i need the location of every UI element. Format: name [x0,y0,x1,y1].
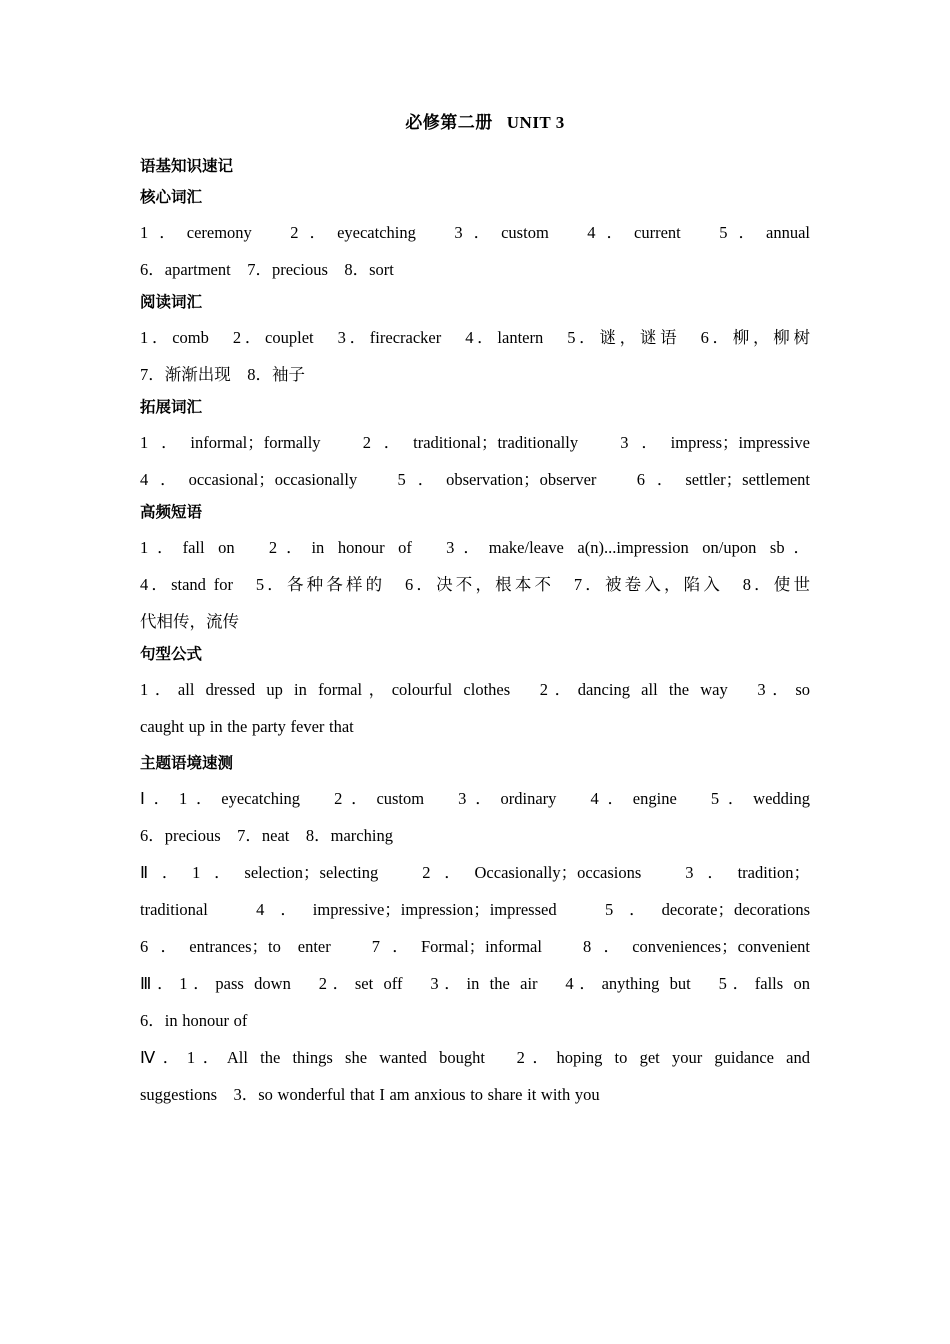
section-heading: 语基知识速记 [140,158,234,175]
answer-line: Ⅱ．1．selection；selecting 2．Occasionally；occasions 3．tradition； [140,863,810,883]
subsection-extended-vocab [140,396,810,495]
page-title [140,108,810,133]
answer-line: 4．occasional；occasionally 5．observation；observer 6．settler；settlement [140,470,810,490]
answer-line: 1．comb 2．couplet 3．firecracker 4．lantern 5．谜，谜语 6．柳，柳树 [140,328,810,348]
subsection-reading-vocab [140,291,810,390]
subsection-heading: 阅读词汇 [140,294,203,312]
answer-line: 6．precious 7．neat 8．marching [140,826,393,846]
answer-line: 1．fall on 2．in honour of 3．make/leave a(n)...impression on/upon sb． [140,538,810,558]
page-title-unit: UNIT 3 [506,113,565,132]
subsection-heading: 句型公式 [140,646,203,664]
answer-line: 6．apartment 7．precious 8．sort [140,260,394,280]
section-heading: 主题语境速测 [140,755,234,773]
page-title-cn: 必修第二册 [405,113,493,132]
answer-line: 1．all dressed up in formal，colourful clothes 2．dancing all the way 3．so [140,680,810,700]
subsection-heading: 核心词汇 [140,189,203,207]
answer-line: 6．in honour of [140,1011,248,1031]
answer-line: 1．informal；formally 2．traditional；traditionally 3．impress；impressive [140,433,810,453]
answer-line: Ⅳ．1．All the things she wanted bought 2．hoping to get your guidance and [140,1048,810,1068]
answer-line: traditional 4．impressive；impression；impressed 5．decorate；decorations [140,900,810,920]
subsection-core-vocab [140,186,810,285]
subsection-sentence-patterns [140,643,810,742]
answer-line: Ⅰ．1．eyecatching 2．custom 3．ordinary 4．engine 5．wedding [140,789,810,809]
section-yuji [140,155,810,742]
answer-line: suggestions 3．so wonderful that I am anxious to share it with you [140,1085,600,1105]
answer-line: 代相传，流传 [140,612,239,632]
subsection-heading: 高频短语 [140,504,203,522]
subsection-heading: 拓展词汇 [140,399,203,417]
subsection-phrases [140,501,810,637]
answer-line: Ⅲ．1．pass down 2．set off 3．in the air 4．anything but 5．falls on [140,974,810,994]
section-zhuti [140,752,810,1110]
answer-line: 7．渐渐出现 8．袖子 [140,365,305,385]
answer-line: caught up in the party fever that [140,717,354,737]
answer-line: 6．entrances；to enter 7．Formal；informal 8．conveniences；convenient [140,937,810,957]
answer-line: 4．stand for 5．各种各样的 6．决不，根本不 7．被卷入，陷入 8．使世 [140,575,810,595]
answer-line: 1．ceremony 2．eyecatching 3．custom 4．current 5．annual [140,223,810,243]
